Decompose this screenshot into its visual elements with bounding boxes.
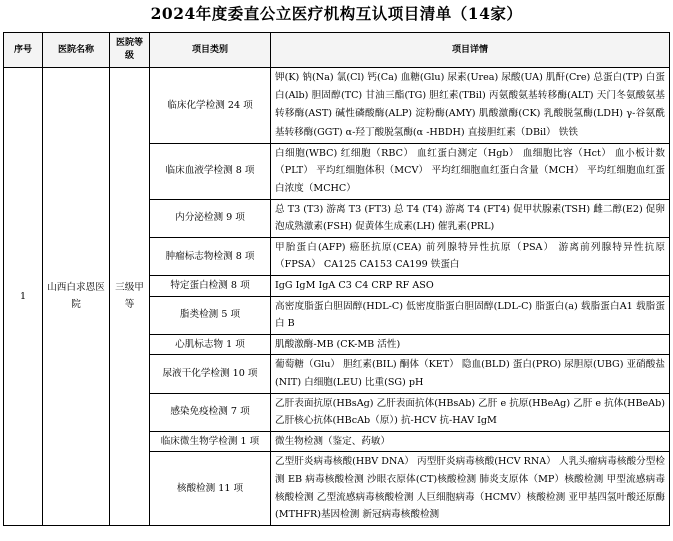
- details-cell: 葡萄糖（Glu） 胆红素(BIL) 酮体（KET） 隐血(BLD) 蛋白(PRO) 尿胆原(UBG) 亚硝酸盐(NIT) 白细胞(LEU) 比重(SG) pH: [271, 355, 670, 393]
- details-cell: 乙型肝炎病毒核酸(HBV DNA） 丙型肝炎病毒核酸(HCV RNA） 人乳头瘤病毒核酸分型检测 EB 病毒核酸检测 沙眼衣原体(CT)核酸检测 肺炎支原体（MP）核酸检测 甲型流感病毒核酸检测 乙型流感病毒核酸检测 人巨细胞病毒（HCMV）核酸检测 亚甲基四氢叶酸还原酶(MTHFR)基因检测 新冠病毒核酸检测: [271, 452, 670, 525]
- table-row: [4, 68, 670, 144]
- category-cell: 临床血液学检测 8 项: [150, 143, 271, 199]
- category-cell: 尿液干化学检测 10 项: [150, 355, 271, 393]
- seq-cell: 1: [4, 68, 43, 526]
- category-cell: 感染免疫检测 7 项: [150, 393, 271, 431]
- header-seq: 序号: [4, 33, 43, 68]
- details-cell: 高密度脂蛋白胆固醇(HDL-C) 低密度脂蛋白胆固醇(LDL-C) 脂蛋白(a) 载脂蛋白A1 载脂蛋白 B: [271, 296, 670, 334]
- category-cell: 脂类检测 5 项: [150, 296, 271, 334]
- page-title: 2024年度委直公立医疗机构互认项目清单（14家）: [150, 4, 523, 23]
- details-cell: 乙肝表面抗原(HBsAg) 乙肝表面抗体(HBsAb) 乙肝 e 抗原(HBeAg) 乙肝 e 抗体(HBeAb) 乙肝核心抗体(HBcAb（原）) 抗-HCV 抗-HAV IgM: [271, 393, 670, 431]
- hospital-cell: 山西白求恩医院: [43, 68, 110, 526]
- header-level: 医院等级: [110, 33, 150, 68]
- category-cell: 临床微生物学检测 1 项: [150, 431, 271, 452]
- category-cell: 特定蛋白检测 8 项: [150, 275, 271, 296]
- category-cell: 内分泌检测 9 项: [150, 199, 271, 237]
- header-category: 项目类别: [150, 33, 271, 68]
- details-cell: 甲胎蛋白(AFP) 癌胚抗原(CEA) 前列腺特异性抗原（PSA） 游离前列腺特异性抗原（FPSA） CA125 CA153 CA199 铁蛋白: [271, 237, 670, 275]
- details-cell: IgG IgM IgA C3 C4 CRP RF ASO: [271, 275, 670, 296]
- details-cell: 微生物检测（鉴定、药敏）: [271, 431, 670, 452]
- header-hospital: 医院名称: [43, 33, 110, 68]
- details-cell: 总 T3 (T3) 游离 T3 (FT3) 总 T4 (T4) 游离 T4 (FT4) 促甲状腺素(TSH) 雌二醇(E2) 促卵泡成熟激素(FSH) 促黄体生成素(LH) 催乳素(PRL): [271, 199, 670, 237]
- header-row: [4, 33, 670, 68]
- level-cell: 三级甲等: [110, 68, 150, 526]
- header-details: 项目详情: [271, 33, 670, 68]
- category-cell: 肿瘤标志物检测 8 项: [150, 237, 271, 275]
- category-cell: 核酸检测 11 项: [150, 452, 271, 525]
- details-cell: 白细胞(WBC) 红细胞（RBC） 血红蛋白测定（Hgb） 血细胞比容（Hct） 血小板计数（PLT） 平均红细胞体积（MCV） 平均红细胞血红蛋白含量（MCH） 平均红细胞血红蛋白浓度（MCHC）: [271, 143, 670, 199]
- details-cell: 钾(K) 钠(Na) 氯(Cl) 钙(Ca) 血糖(Glu) 尿素(Urea) 尿酸(UA) 肌酐(Cre) 总蛋白(TP) 白蛋白(Alb) 胆固醇(TC) 甘油三酯(TG) 胆红素(TBil) 丙氨酸氨基转移酶(ALT) 天门冬氨酸氨基转移酶(AST) 碱性磷酸酶(ALP) 淀粉酶(AMY) 肌酸激酶(CK) 乳酸脱氢酶(LDH) γ-谷氨酰基转移酶(GGT) α-羟丁酸脱氢酶(α -HBDH) 直接胆红素（DBil） 铁铁: [271, 68, 670, 144]
- category-cell: 临床化学检测 24 项: [150, 68, 271, 144]
- details-cell: 肌酸激酶-MB (CK-MB 活性): [271, 334, 670, 355]
- project-table: [3, 32, 670, 526]
- category-cell: 心肌标志物 1 项: [150, 334, 271, 355]
